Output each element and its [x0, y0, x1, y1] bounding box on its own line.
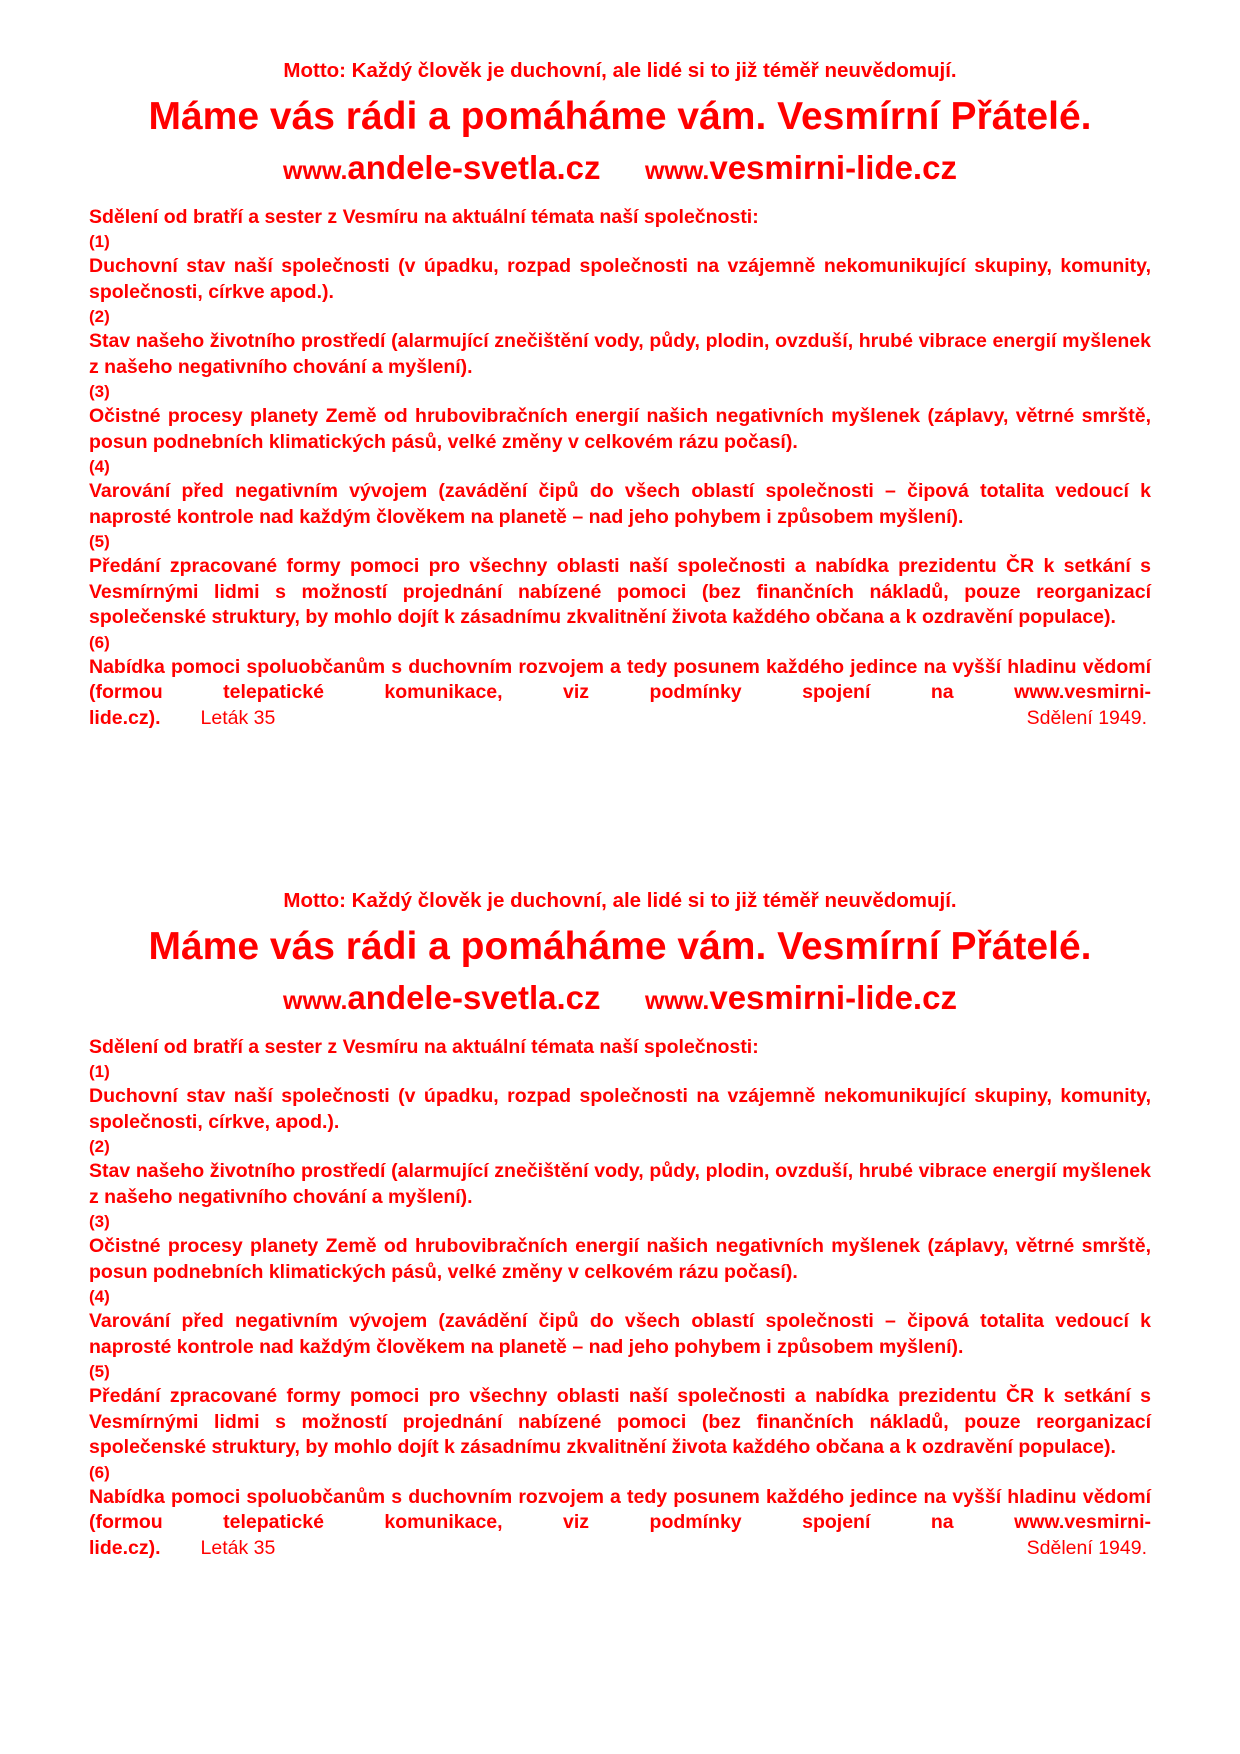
item-number: (2) — [89, 1137, 110, 1156]
site-prefix: www. — [644, 157, 710, 185]
item-text: Očistné procesy planety Země od hrubovibračních energií našich negativních myšlenek (záplavy, větrné smrště, posun podnebních klimatických pásů, velké změny v celkovém rázu počasí). — [89, 1235, 1151, 1283]
item-text: Nabídka pomoci spoluobčanům s duchovním rozvojem a tedy posunem každého jedince na vyšší hladinu vědomí (formou telepatické komunikace, viz podmínky spojení na www.vesmirni- — [89, 655, 1151, 703]
leaflet-title: Máme vás rádi a pomáháme vám. Vesmírní Přátelé. — [148, 925, 1092, 968]
item-text: Nabídka pomoci spoluobčanům s duchovním rozvojem a tedy posunem každého jedince na vyšší hladinu vědomí (formou telepatické komunikace, viz podmínky spojení na www.vesmirni- — [89, 1485, 1151, 1533]
leaflet-number: Leták 35 — [200, 1536, 276, 1559]
item-number: (1) — [89, 232, 110, 251]
topic-list — [89, 232, 1151, 706]
intro-heading: Sdělení od bratří a sester z Vesmíru na aktuální témata naší společnosti: — [89, 206, 759, 228]
site-prefix: www. — [283, 987, 348, 1015]
site-domain: andele-svetla.cz — [347, 149, 601, 186]
item-text: Předání zpracované formy pomoci pro všechny oblasti naší společnosti a nabídka prezidentu ČR k setkání s Vesmírnými lidmi s možností projednání nabízené pomoci (bez finančních nákladů, pouze reorganizací společenské struktury, by mohlo dojít k zásadnímu zkvalitnění života každého občana a k ozdravění populace). — [89, 1385, 1151, 1458]
motto: Motto: Každý člověk je duchovní, ale lidé si to již téměř neuvědomují. — [283, 889, 957, 912]
item-text: Duchovní stav naší společnosti (v úpadku, rozpad společnosti na vzájemně nekomunikující skupiny, komunity, společnosti, církve, apod.). — [89, 1085, 1151, 1133]
item-number: (6) — [89, 632, 110, 652]
item-text: Stav našeho životního prostředí (alarmující znečištění vody, půdy, plodin, ovzduší, hrubé vibrace energií myšlenek z našeho negativního chování a myšlení). — [89, 330, 1151, 378]
site-domain: vesmirni-lide.cz — [709, 979, 957, 1016]
motto: Motto: Každý člověk je duchovní, ale lidé si to již téměř neuvědomují. — [283, 59, 957, 82]
site-domain: vesmirni-lide.cz — [709, 149, 957, 186]
site-prefix: www. — [644, 987, 710, 1015]
item-text: Předání zpracované formy pomoci pro všechny oblasti naší společnosti a nabídka prezidentu ČR k setkání s Vesmírnými lidmi s možností projednání nabízené pomoci (bez finančních nákladů, pouze reorganizací společenské struktury, by mohlo dojít k zásadnímu zkvalitnění života každého občana a k ozdravění populace). — [89, 555, 1151, 628]
site-link-vesmirni-lide[interactable] — [645, 146, 957, 197]
footer-left — [89, 706, 275, 732]
item-number: (6) — [89, 1462, 110, 1482]
site-link-andele-svetla[interactable] — [283, 976, 600, 1027]
item-text: Varování před negativním vývojem (zavádění čipů do všech oblastí společnosti – čipová totalita vedoucí k naprosté kontrole nad každým člověkem na planetě – nad jeho pohybem i způsobem myšlení). — [89, 480, 1151, 528]
item-number: (3) — [89, 382, 110, 401]
footer-line — [89, 706, 1151, 732]
item-text: Duchovní stav naší společnosti (v úpadku, rozpad společnosti na vzájemně nekomunikující skupiny, komunity, společnosti, církve apod.). — [89, 255, 1151, 303]
item-number: (2) — [89, 307, 110, 326]
leaflet-number: Leták 35 — [200, 706, 276, 729]
site-prefix: www. — [283, 157, 348, 185]
link-continuation: lide.cz). — [89, 706, 161, 729]
item-number: (5) — [89, 532, 110, 551]
intro-heading: Sdělení od bratří a sester z Vesmíru na aktuální témata naší společnosti: — [89, 1036, 759, 1058]
item-number: (4) — [89, 457, 110, 476]
leaflet-top — [89, 58, 1151, 731]
site-domain: andele-svetla.cz — [347, 979, 601, 1016]
item-text: Očistné procesy planety Země od hrubovibračních energií našich negativních myšlenek (záplavy, větrné smrště, posun podnebních klimatických pásů, velké změny v celkovém rázu počasí). — [89, 405, 1151, 453]
link-continuation: lide.cz). — [89, 1536, 161, 1559]
footer-left — [89, 1536, 275, 1562]
footer-line — [89, 1536, 1151, 1562]
website-links — [89, 976, 1151, 1027]
site-link-andele-svetla[interactable] — [283, 146, 600, 197]
item-text: Varování před negativním vývojem (zavádění čipů do všech oblastí společnosti – čipová totalita vedoucí k naprosté kontrole nad každým člověkem na planetě – nad jeho pohybem i způsobem myšlení). — [89, 1310, 1151, 1358]
message-number: Sdělení 1949. — [1026, 706, 1147, 729]
leaflet-bottom — [89, 888, 1151, 1561]
item-number: (5) — [89, 1362, 110, 1381]
item-number: (1) — [89, 1062, 110, 1081]
message-number: Sdělení 1949. — [1026, 1536, 1147, 1559]
item-number: (4) — [89, 1287, 110, 1306]
topic-list — [89, 1062, 1151, 1536]
website-links — [89, 146, 1151, 197]
item-number: (3) — [89, 1212, 110, 1231]
item-text: Stav našeho životního prostředí (alarmující znečištění vody, půdy, plodin, ovzduší, hrubé vibrace energií myšlenek z našeho negativního chování a myšlení). — [89, 1160, 1151, 1208]
site-link-vesmirni-lide[interactable] — [645, 976, 957, 1027]
leaflet-title: Máme vás rádi a pomáháme vám. Vesmírní Přátelé. — [148, 95, 1092, 138]
